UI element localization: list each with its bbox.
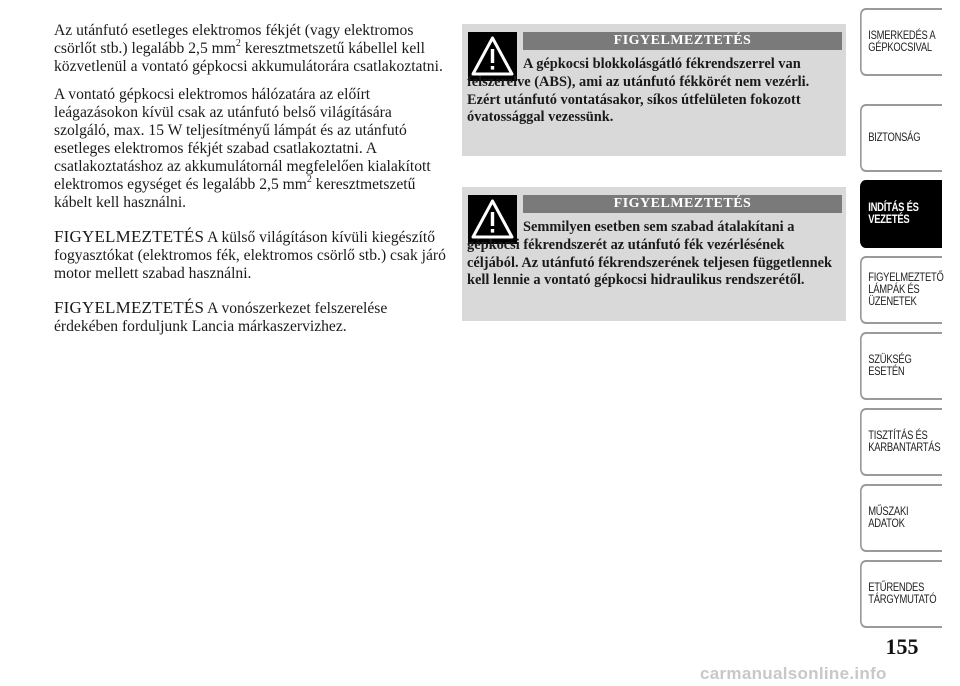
warning-text: Semmilyen esetben sem szabad átalakítani a gépkocsi fékrendszerét az utánfutó fék vezérlésének céljából. Az utánfutó fékrendszerének teljesen függetlennek kell lennie a vontató gépkocsi hidraulikus rendszerétől. <box>467 219 833 289</box>
warning-lead: FIGYELMEZTETÉS <box>54 298 205 317</box>
paragraph-warning-consumers <box>54 228 446 283</box>
tab-maintenance[interactable]: TISZTÍTÁS ÉS KARBANTARTÁS <box>860 408 942 476</box>
chapter-sidebar <box>858 0 960 686</box>
superscript: 2 <box>306 174 312 185</box>
warning-lead: FIGYELMEZTETÉS <box>54 227 205 246</box>
tab-warning-lights[interactable]: FIGYELMEZTETŐ LÁMPÁK ÉS ÜZENETEK <box>860 256 942 324</box>
tab-getting-to-know[interactable]: ISMERKEDÉS A GÉPKOCSIVAL <box>860 8 942 76</box>
tab-index[interactable]: ETŰRENDES TÁRGYMUTATÓ <box>860 560 942 628</box>
tab-technical-data[interactable]: MŰSZAKI ADATOK <box>860 484 942 552</box>
superscript: 2 <box>235 38 241 49</box>
warning-text: A gépkocsi blokkolásgátló fékrendszerrel van felszerelve (ABS), ami az utánfutó fékkörét nem vezérli. Ezért utánfutó vontatásakor, síkos útfelületen fokozott óvatossággal vezessünk. <box>467 56 810 126</box>
paragraph-text: Az utánfutó esetleges elektromos fékjét (vagy elektromos csörlőt stb.) legalább 2,5 mm <box>54 22 414 57</box>
warning-title: FIGYELMEZTETÉS <box>523 32 842 50</box>
warning-title: FIGYELMEZTETÉS <box>523 195 842 213</box>
paragraph-warning-towbar <box>54 299 446 336</box>
paragraph-text: A vontató gépkocsi elektromos hálózatára az előírt leágazásokon kívül csak az utánfutó belső világítására szolgáló, max. 15 W teljesítményű lámpát és az utánfutó esetleges elektromos fékjét szabad csatlakoztatni. A csatlakoztatáshoz az akkumulátornál megfelelően kialakított elektromos egységet és legalább 2,5 mm <box>54 86 431 193</box>
paragraph-text: keresztmetszetű kábelt kell használni. <box>54 176 416 211</box>
watermark: carmanualsonline.info <box>700 664 887 683</box>
main-text-column <box>54 22 446 346</box>
paragraph-electric-brake <box>54 22 446 76</box>
paragraph-text: A vonószerkezet felszerelése érdekében forduljunk Lancia márkaszervizhez. <box>54 300 388 335</box>
tab-emergency[interactable]: SZÜKSÉG ESETÉN <box>860 332 942 400</box>
paragraph-electrical-network <box>54 86 446 212</box>
paragraph-text: A külső világításon kívüli kiegészítő fogyasztókat (elektromos fék, elektromos csörlő stb.) csak járó motor mellett szabad használni. <box>54 229 446 282</box>
paragraph-text: keresztmetszetű kábellel kell közvetlenül a vontató gépkocsi akkumulátorára csatlakoztatni. <box>54 40 443 75</box>
tab-starting-driving[interactable]: INDÍTÁS ÉS VEZETÉS <box>860 180 942 248</box>
tab-safety[interactable]: BIZTONSÁG <box>860 104 942 172</box>
warning-box-abs <box>462 24 846 156</box>
warning-box-brake-system <box>462 187 846 321</box>
page-number: 155 <box>885 634 919 659</box>
